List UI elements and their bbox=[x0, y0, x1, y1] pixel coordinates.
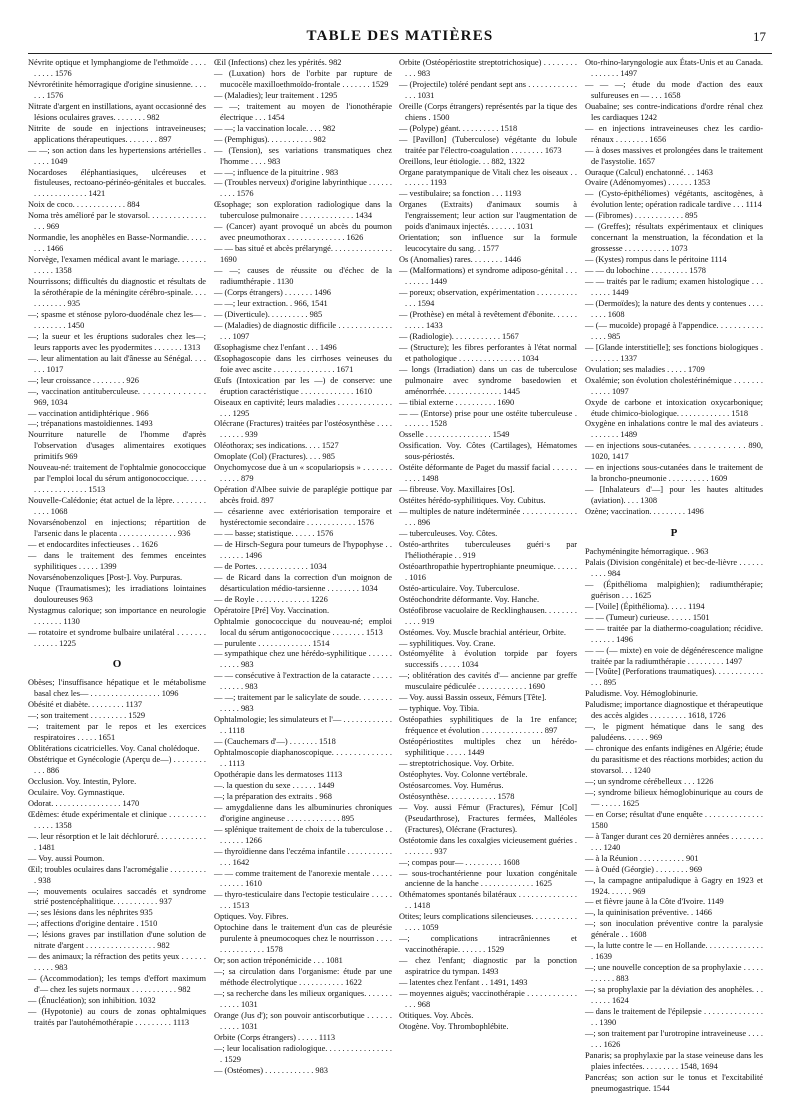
index-entry: — (Cysto-épithéliomes) végétants, ascitogènes, à évolution lente; opération radicale tardive . . . 1114 bbox=[585, 189, 763, 210]
index-entry: Ostéopériostites multiples chez un hérédo-syphilitique . . . . . 1449 bbox=[399, 737, 577, 758]
index-entry: — (Luxation) hors de l'orbite par rupture de mucocèle maxilloethmoïdo-frontale . . . . . . . 1529 bbox=[214, 68, 392, 89]
index-entry: Ostéomyélite à évolution torpide par foyers successifs . . . . . 1034 bbox=[399, 649, 577, 670]
index-entry: — (Kystes) rompus dans le péritoine 1114 bbox=[585, 255, 727, 265]
index-entry: — —; influence de la pituitrine . 983 bbox=[214, 167, 339, 177]
index-entry: Novarsénobenzol en injections; répartition de l'arsenic dans le placenta . . . . . . . . . . . . . . 936 bbox=[28, 518, 206, 538]
index-entry: — (Projectile) toléré pendant sept ans . . . . . . . . . . . . . . . 1031 bbox=[399, 79, 577, 100]
index-entry: Optochine dans le traitement d'un cas de pleurésie purulente à pneumocoques chez le nourrisson . . . . . . . . . . . . . . . 1578 bbox=[214, 923, 392, 955]
index-entry: Oto-rhino-laryngologie aux États-Unis et au Canada. . . . . . . . 1497 bbox=[585, 58, 763, 78]
index-entry: Ostéofibrose vacuolaire de Recklinghausen. . . . . . . . . . . . 919 bbox=[399, 605, 577, 626]
index-entry: —; syndrome bilieux hémoglobinurique au cours de— . . . . . 1625 bbox=[585, 787, 763, 808]
index-entry: — — (Entorse) prise pour une ostéite tuberculeuse . . . . . . . 1528 bbox=[399, 408, 577, 429]
index-entry: Œsophage; son exploration radiologique dans la tuberculose pulmonaire . . . . . . . . . . . . . 1434 bbox=[214, 200, 392, 221]
index-entry: — de Ricard dans la correction d'un moignon de désarticulation médio-tarsienne . . . . . . . . 1034 bbox=[214, 572, 392, 593]
index-entry: —; son traitement par l'urotropine intraveineuse . . . . . . . 1626 bbox=[585, 1028, 763, 1049]
index-column-4 bbox=[585, 58, 763, 1095]
index-entry: Oxyde de carbone et intoxication oxycarbonique; étude chimico-biologique. . . . . . . . . . . . . 1518 bbox=[585, 397, 763, 418]
index-entry: — [Inhalateurs d'—] pour les hautes altitudes (aviation). . . . 1308 bbox=[585, 485, 763, 506]
index-entry: Ouraque (Calcul) enchatonné. . . 1463 bbox=[585, 167, 713, 177]
index-entry: Ovulation; ses maladies . . . . . 1709 bbox=[585, 364, 705, 374]
index-entry: Ostéite déformante de Paget du massif facial . . . . . . . . . . 1498 bbox=[399, 463, 577, 484]
index-entry: Ostéites hérédo-syphilitiques. Voy. Cubitus. bbox=[399, 496, 546, 506]
index-entry: — (Corps étrangers) . . . . . . . 1496 bbox=[214, 288, 331, 298]
index-entry: — sympathique chez une hérédo-syphilitique . . . . . . . . . . . 983 bbox=[214, 649, 392, 670]
index-entry: — Voy. aussi Poumon. bbox=[28, 853, 105, 863]
index-entry: Ostéotomie dans les coxalgies vicieusement guéries . . . . . . . . 937 bbox=[399, 835, 577, 856]
index-entry: — — basse; statistique. . . . . . 1576 bbox=[214, 528, 334, 538]
page-header bbox=[0, 28, 800, 48]
index-entry: Pancréas; son action sur le tonus et l'excitabilité pneumogastrique. 1544 bbox=[585, 1072, 763, 1093]
index-entry: — et fièvre jaune à la Côte d'Ivoire. 1149 bbox=[585, 897, 724, 907]
index-entry: — rotatoire et syndrome bulbaire unilatéral . . . . . . . . . . . . . 1225 bbox=[28, 627, 206, 648]
index-entry: Ostéochondrite déformante. Voy. Hanche. bbox=[399, 594, 540, 604]
index-entry: — splénique traitement de choix de la tuberculose . . . . . . . . 1266 bbox=[214, 824, 392, 845]
index-entry: — streptotrichosique. Voy. Orbite. bbox=[399, 759, 514, 768]
index-entry: — sous-trochantérienne pour luxation congénitale ancienne de la hanche . . . . . . . . . . . . . 1625 bbox=[399, 868, 577, 889]
index-entry: Paludisme. Voy. Hémoglobinurie. bbox=[585, 689, 698, 699]
index-entry: — (Maladies) de diagnostic difficile . . . . . . . . . . . . . . . . 1097 bbox=[214, 320, 392, 341]
index-entry: Œdèmes: étude expérimentale et clinique . . . . . . . . . . . . . . 1358 bbox=[28, 809, 206, 830]
index-entry: — purulente . . . . . . . . . . . . . 1514 bbox=[214, 638, 330, 648]
index-entry: Obésité et diabète. . . . . . . . . 1137 bbox=[28, 700, 143, 710]
index-entry: Orbite (Corps étrangers) . . . . . 1113 bbox=[214, 1032, 336, 1042]
index-entry: Nitrate d'argent en instillations, ayant occasionné des lésions oculaires graves. . . . . . . . 982 bbox=[28, 101, 206, 122]
index-entry: — à doses massives et prolongées dans le traitement de l'asystolie. 1657 bbox=[585, 145, 763, 166]
index-entry: Nocardoses éléphantiasiques, ulcéreuses et fistuleuses, rectoano-périnéo-génitales et buccales. . . . . . . . . . . . . . 1421 bbox=[28, 167, 206, 199]
index-entry: — (Épithélioma malpighien); radiumthérapie; guérison . . . 1625 bbox=[585, 579, 763, 600]
index-entry: —; sa circulation dans l'organisme: étude par une méthode électrolytique . . . . . . . . . . . 1622 bbox=[214, 967, 392, 988]
index-entry: — en Corse; résultat d'une enquête . . . . . . . . . . . . . . 1580 bbox=[585, 809, 763, 830]
index-entry: — poreux; observation, expérimentation . . . . . . . . . . . . . 1594 bbox=[399, 288, 577, 308]
index-entry: —; sa recherche dans les milieux organiques. . . . . . . . . . . . 1031 bbox=[214, 989, 392, 1009]
index-entry: Ophtalmie gonococcique du nouveau-né; emploi local du sérum antigonococcique . . . . . . . . 1513 bbox=[214, 616, 392, 637]
index-entry: — —; traitement au moyen de l'ionothérapie électrique . . . 1454 bbox=[214, 101, 392, 122]
index-entry: — (Ostéomes) . . . . . . . . . . . . 983 bbox=[214, 1065, 328, 1075]
index-entry: — dans le traitement de l'épilepsie . . . . . . . . . . . . . . . . 1390 bbox=[585, 1007, 763, 1027]
index-entry: — dans le traitement des femmes enceintes syphilitiques . . . . . 1399 bbox=[28, 550, 206, 571]
index-entry: Oblitérations cicatricielles. Voy. Canal cholédoque. bbox=[28, 744, 200, 754]
index-entry: — (Diverticule). . . . . . . . . . 985 bbox=[214, 309, 323, 319]
index-entry: — —; leur extraction. . 966, 1541 bbox=[214, 298, 328, 308]
index-entry: Œil (Infections) chez les ypérités. 982 bbox=[214, 58, 342, 67]
index-entry: — (Cancer) ayant provoqué un abcès du poumon avec pneumothorax . . . . . . . . . . . . . . 1626 bbox=[214, 222, 392, 243]
index-entry: Nystagmus calorique; son importance en neurologie . . . . . . . 1130 bbox=[28, 605, 206, 626]
index-entry: — — consécutive à l'extraction de la cataracte . . . . . . . . . . . 983 bbox=[214, 671, 392, 692]
index-entry: — [Voûte] (Perforations traumatiques). . . . . . . . . . . . . . . 895 bbox=[585, 667, 763, 688]
index-entry: — à Tanger durant ces 20 dernières années . . . . . . . . . . . 1240 bbox=[585, 831, 763, 852]
index-entry: Normandie, les anophèles en Basse-Normandie. . . . . . . . 1466 bbox=[28, 233, 206, 254]
index-entry: Ostéoarthropathie hypertrophiante pneumique. . . . . . . 1016 bbox=[399, 561, 577, 582]
index-entry: Ouabaïne; ses contre-indications d'ordre rénal chez les cardiaques 1242 bbox=[585, 101, 763, 122]
index-entry: — —; causes de réussite ou d'échec de la radiumthérapie . 1130 bbox=[214, 266, 392, 287]
index-entry: —; lésions graves par instillation d'une solution de nitrate d'argent . . . . . . . . . . . . . . . . . 982 bbox=[28, 930, 206, 951]
index-entry: — (Malformations) et syndrome adiposo-génital . . . . . . . . . 1449 bbox=[399, 266, 577, 287]
index-entry: — Voy. aussi Bassin osseux, Fémurs [Tête]. bbox=[399, 693, 547, 703]
index-entry: —; complications intracrâniennes et vaccinothérapie. . . . . . . 1529 bbox=[399, 934, 577, 955]
index-entry: — de Hirsch-Segura pour tumeurs de l'hypophyse . . . . . . . . 1496 bbox=[214, 539, 392, 560]
index-entry: — en injections intraveineuses chez les cardio-rénaux . . . . . . . . 1656 bbox=[585, 123, 763, 144]
index-entry: — [Glande interstitielle]; ses fonctions biologiques . . . . . . . . 1337 bbox=[585, 342, 763, 363]
index-entry: — (Énucléation); son inhibition. 1032 bbox=[28, 996, 156, 1006]
index-entry: Optiques. Voy. Fibres. bbox=[214, 912, 289, 922]
index-entry: Paludisme; importance diagnostique et thérapeutique des accès algides . . . . . . . . . 1618, 1726 bbox=[585, 700, 763, 721]
index-entry: Névrorétinite hémorragique d'origine sinusienne. . . . . . . 1576 bbox=[28, 79, 206, 100]
index-entry: — — bas situé et abcès prélaryngé. . . . . . . . . . . . . . . 1690 bbox=[214, 244, 392, 265]
index-entry: Ostéophytes. Voy. Colonne vertébrale. bbox=[399, 769, 528, 779]
index-entry: Nuque (Traumatismes); les irradiations lointaines douloureuses 963 bbox=[28, 583, 206, 604]
index-entry: Orange (Jus d'); son pouvoir antiscorbutique . . . . . . . . . . . 1031 bbox=[214, 1010, 392, 1031]
index-column-3 bbox=[399, 58, 577, 1033]
index-entry: Novarsénobenzoliques [Post-]. Voy. Purpuras. bbox=[28, 572, 183, 582]
index-entry: — à la Réunion . . . . . . . . . . . 901 bbox=[585, 853, 699, 863]
index-entry: Pachyméningite hémorragique. . 963 bbox=[585, 546, 709, 556]
index-entry: —; son inoculation préventive contre la paralysie générale . . 1608 bbox=[585, 919, 763, 940]
index-entry: Palais (Division congénitale) et bec-de-lièvre . . . . . . . . . . 984 bbox=[585, 557, 763, 578]
index-entry: —; leur croissance . . . . . . . . 926 bbox=[28, 375, 139, 385]
index-entry: — de Portes. . . . . . . . . . . . . 1034 bbox=[214, 561, 327, 571]
index-entry: Oléothorax; ses indications. . . . 1527 bbox=[214, 441, 339, 451]
index-entry: Oiseaux en captivité; leurs maladies . . . . . . . . . . . . . . . . 1295 bbox=[214, 397, 392, 418]
index-entry: Ostéosarcomes. Voy. Humérus. bbox=[399, 780, 504, 790]
index-entry: — vaccination antidiphtérique . 966 bbox=[28, 408, 149, 418]
index-entry: Oreille (Corps étrangers) représentés par la tique des chiens . 1500 bbox=[399, 101, 577, 122]
index-entry: — en injections sous-cutanées. . . . . . . . . . . . 890, 1020, 1417 bbox=[585, 441, 763, 462]
index-entry: — (Pemphigus). . . . . . . . . . . 982 bbox=[214, 134, 326, 144]
index-entry: Organe paratympanique de Vitali chez les oiseaux . . . . . . . . 1193 bbox=[399, 167, 577, 188]
index-entry: — (Tension), ses variations transmatiques chez l'homme . . . . 983 bbox=[214, 145, 392, 166]
index-entry: Orientation; son influence sur la formule leucocytaire du sang. . 1577 bbox=[399, 233, 577, 254]
index-entry: Oxygène en inhalations contre le mal des aviateurs . . . . . . . . 1489 bbox=[585, 419, 763, 440]
index-entry: —; une nouvelle conception de sa prophylaxie . . . . . . . . . . . 883 bbox=[585, 963, 763, 984]
index-entry: Obstétrique et Gynécologie (Aperçu de—) . . . . . . . . . . . 886 bbox=[28, 755, 206, 776]
index-entry: —. leur résorption et le lait déchloruré. . . . . . . . . . . . . 1481 bbox=[28, 831, 206, 852]
index-entry: — — traitée par la diathermo-coagulation; récidive. . . . . . . 1496 bbox=[585, 623, 763, 644]
index-entry: —; ses lésions dans les néphrites 935 bbox=[28, 908, 153, 918]
index-column-2 bbox=[214, 58, 392, 1077]
index-entry: Obèses; l'insuffisance hépatique et le métabolisme basal chez les— . . . . . . . . . . . . . . . . . 1096 bbox=[28, 678, 206, 699]
index-entry: — (Fibromes) . . . . . . . . . . . . 895 bbox=[585, 211, 698, 221]
index-entry: — (Radiologie). . . . . . . . . . . . 1567 bbox=[399, 331, 519, 341]
index-entry: — (— mucoïde) propagé à l'appendice. . . . . . . . . . . . . . . 985 bbox=[585, 320, 763, 341]
index-entry: —; oblitération des cavités d'— ancienne par greffe musculaire pédiculée . . . . . . . . . . . . 1690 bbox=[399, 671, 577, 692]
index-entry: Œsophagoscopie dans les cirrhoses veineuses du foie avec ascite . . . . . . . . . . . . . . . 1671 bbox=[214, 353, 392, 374]
index-entry: — (Structure); les fibres perforantes à l'état normal et pathologique . . . . . . . . . . . . . . . 1034 bbox=[399, 342, 577, 363]
index-entry: Ophtalmoscopie diaphanoscopique. . . . . . . . . . . . . . . . 1113 bbox=[214, 748, 392, 768]
index-entry: Os (Anomalies) rares. . . . . . . . 1446 bbox=[399, 255, 521, 265]
section-letter-heading: P bbox=[670, 527, 678, 540]
index-entry: —, la campagne antipaludique à Gagry en 1923 et 1924. . . . . . 969 bbox=[585, 875, 763, 896]
index-entry: — tuberculeuses. Voy. Côtes. bbox=[399, 528, 498, 538]
index-entry: — moyennes aiguës; vaccinothérapie . . . . . . . . . . . . . . . 968 bbox=[399, 989, 577, 1009]
index-entry: Otogène. Voy. Thrombophlébite. bbox=[399, 1021, 509, 1031]
index-entry: — longs (Irradiation) dans un cas de tuberculose pulmonaire avec syndrome basedowien et aménorrhée. . . . . . . . . . . . . . 1445 bbox=[399, 364, 577, 396]
index-entry: Ophtalmologie; les simulateurs et l'— . . . . . . . . . . . . . . 1118 bbox=[214, 715, 392, 736]
index-entry: —. leur alimentation au lait d'ânesse au Sénégal. . . . . . . 1017 bbox=[28, 353, 206, 374]
page-title: TABLE DES MATIÈRES bbox=[306, 28, 494, 44]
index-column-1 bbox=[28, 58, 206, 1029]
index-entry: — — (Tumeur) curieuse. . . . . . 1501 bbox=[585, 612, 710, 622]
index-entry: Norvège, l'examen médical avant le mariage. . . . . . . . . . . . 1358 bbox=[28, 255, 206, 276]
index-entry: Occlusion. Voy. Intestin, Pylore. bbox=[28, 777, 137, 786]
index-entry: — à Ouéd (Géorgie) . . . . . . . . 969 bbox=[585, 864, 703, 874]
index-entry: — fibreuse. Voy. Maxillaires [Os]. bbox=[399, 485, 515, 495]
index-entry: — — comme traitement de l'anorexie mentale . . . . . . . . . . . 1610 bbox=[214, 868, 392, 889]
index-entry: —; la préparation des extraits . 968 bbox=[214, 791, 332, 801]
index-entry: — —; la vaccination locale. . . . 982 bbox=[214, 123, 336, 133]
index-entry: Ovaire (Adénomyomes) . . . . . . 1353 bbox=[585, 178, 711, 188]
index-entry: Œil; troubles oculaires dans l'acromégalie . . . . . . . . . . 938 bbox=[28, 864, 206, 885]
index-entry: — en injections sous-cutanées dans le traitement de la broncho-pneumonie . . . . . . . . . . 1609 bbox=[585, 463, 763, 484]
index-entry: Ostéo-arthrites tuberculeuses guéri·s par l'héliothérapie . . 919 bbox=[399, 539, 577, 560]
index-entry: Nouveau-né: traitement de l'ophtalmie gonococcique par l'emploi local du sérum antigonococcique. . . . . . . . . . . . . . . . . . 1513 bbox=[28, 463, 206, 495]
index-entry: Nourrissons; difficultés du diagnostic et résultats de la sérothérapie de la méningite cérébro-spinale. . . . . . . . . . . . 935 bbox=[28, 277, 206, 308]
index-entry: Ozène; vaccination. . . . . . . . . 1496 bbox=[585, 507, 704, 517]
index-entry: Nitrite de soude en injections intraveineuses; applications thérapeutiques. . . . . . . . 897 bbox=[28, 123, 206, 144]
index-entry: — — du lobochine . . . . . . . . . 1578 bbox=[585, 266, 706, 276]
index-entry: —; affections d'origine dentaire . 1510 bbox=[28, 919, 158, 929]
index-entry: —; mouvements oculaires saccadés et syndrome strié postencéphalitique. . . . . . . . . . . 937 bbox=[28, 886, 206, 907]
index-entry: Noix de coco. . . . . . . . . . . . . 884 bbox=[28, 200, 140, 210]
index-entry: — et endocardites infectieuses . . 1626 bbox=[28, 539, 158, 549]
index-entry: Oculaire. Voy. Gymnastique. bbox=[28, 787, 125, 797]
index-entry: Opération d'Albee suivie de paraplégie pottique par abcès froid. 897 bbox=[214, 485, 392, 506]
index-entry: Ostéosynthèse. . . . . . . . . . . . 1578 bbox=[399, 791, 515, 801]
index-entry: Oxalémie; son évolution cholestérinémique . . . . . . . . . . . . 1097 bbox=[585, 375, 763, 396]
index-entry: — Voy. aussi Fémur (Fractures), Fémur [Col] (Pseudarthrose), Fractures fermées, Malléoles (Fractures), Olécrane (Fractures). bbox=[399, 802, 577, 834]
index-entry: —, le pigment hématique dans le sang des paludéens. . . . . . 969 bbox=[585, 722, 763, 743]
index-entry: — [Pavillon] (Tuberculose) végétante du lobule traitée par l'électro-coagulation . . . . . . . . 1673 bbox=[399, 134, 577, 155]
index-entry: —, vaccination antituberculeuse. . . . . . . . . . . . . . 969, 1034 bbox=[28, 386, 206, 407]
index-entry: — tibial externe . . . . . . . . . . 1690 bbox=[399, 397, 515, 407]
index-entry: —; sa prophylaxie par la déviation des anophèles. . . . . . . . 1624 bbox=[585, 985, 763, 1006]
index-entry: Œsophagisme chez l'enfant . . . 1496 bbox=[214, 342, 337, 352]
index-entry: — thyroïdienne dans l'eczéma infantile . . . . . . . . . . . . . . 1642 bbox=[214, 846, 392, 867]
index-entry: — (Dermoïdes); la nature des dents y contenues . . . . . . . . 1608 bbox=[585, 298, 763, 319]
index-entry: Ostéo-articulaire. Voy. Tuberculose. bbox=[399, 583, 520, 593]
index-entry: — — traités par le radium; examen histologique . . . . . . . . 1449 bbox=[585, 277, 763, 298]
index-entry: Nourriture naturelle de l'homme d'après l'observation d'usages alimentaires exotiques primitifs 969 bbox=[28, 430, 206, 462]
index-entry: — — (— mixte) en voie de dégénérescence maligne traitée par la radiumthérapie . . . . . . . . . 1497 bbox=[585, 645, 763, 666]
index-entry: —; la sueur et les éruptions sudorales chez les—; leurs rapports avec les pyodermites . . . . . . . 1313 bbox=[28, 331, 206, 352]
index-entry: Noma très amélioré par le stovarsol. . . . . . . . . . . . . . . . . 969 bbox=[28, 211, 206, 232]
header-rule bbox=[28, 53, 772, 54]
index-entry: Organes (Extraits) d'animaux soumis à l'engraissement; leur action sur l'augmentation de poids d'animaux injectés. . . . . . . 1031 bbox=[399, 200, 577, 232]
index-entry: Othématomes spontanés bilatéraux . . . . . . . . . . . . . . . . 1418 bbox=[399, 890, 577, 911]
index-entry: — thyro-testiculaire dans l'ectopie testiculaire . . . . . . . . 1513 bbox=[214, 890, 392, 911]
index-entry: — chez l'enfant; diagnostic par la ponction aspiratrice du tympan. 1493 bbox=[399, 956, 577, 977]
index-entry: — (Troubles nerveux) d'origine labyrinthique . . . . . . . . . . 1576 bbox=[214, 178, 392, 199]
index-entry: — syphilitiques. Voy. Crane. bbox=[399, 638, 496, 648]
index-entry: — de Royle . . . . . . . . . . . . . 1226 bbox=[214, 594, 328, 604]
index-entry: — multiples de nature indéterminée . . . . . . . . . . . . . . . . 896 bbox=[399, 507, 577, 528]
index-entry: Or; son action tréponémicide . . . 1081 bbox=[214, 956, 343, 966]
index-entry: — césarienne avec extériorisation temporaire et hystérectomie secondaire . . . . . . . . . . . . 1576 bbox=[214, 507, 392, 528]
index-entry: —, la quininisation préventive. . 1466 bbox=[585, 908, 712, 918]
index-entry: Olécrane (Fractures) traitées par l'ostéosynthèse . . . . . . . . . . 939 bbox=[214, 419, 392, 440]
index-entry: Ostéopathies syphilitiques de la 1re enfance; fréquence et évolution . . . . . . . . . . . . . . . 897 bbox=[399, 715, 577, 736]
index-entry: — — —; étude du mode d'action des eaux sulfureuses en — . . . 1658 bbox=[585, 79, 763, 100]
page-number: 17 bbox=[753, 29, 766, 44]
index-entry: Odorat. . . . . . . . . . . . . . . . . 1470 bbox=[28, 798, 140, 808]
index-entry: —, la lutte contre le — en Hollande. . . . . . . . . . . . . . . 1639 bbox=[585, 941, 763, 962]
index-entry: — des animaux; la réfraction des petits yeux . . . . . . . . . . . 983 bbox=[28, 952, 206, 973]
index-entry: —. la question du sexe . . . . . . 1449 bbox=[214, 780, 335, 790]
index-entry: Ossification. Voy. Côtes (Cartilages), Hématomes sous-périostés. bbox=[399, 441, 577, 462]
index-entry: — typhique. Voy. Tibia. bbox=[399, 704, 480, 714]
index-entry: —; spasme et sténose pyloro-duodénale chez les— . . . . . . . . . 1450 bbox=[28, 309, 206, 330]
index-entry: —; compas pour— . . . . . . . . . 1608 bbox=[399, 857, 520, 867]
index-entry: — vestibulaire; sa fonction . . . 1193 bbox=[399, 189, 522, 199]
index-entry: — —; son action dans les hypertensions artérielles . . . . . 1049 bbox=[28, 145, 206, 166]
index-entry: — amygdalienne dans les albuminuries chroniques d'origine angineuse . . . . . . . . . . . . . 895 bbox=[214, 802, 392, 823]
index-entry: Orbite (Ostéopériostite streptotrichosique) . . . . . . . . . . . 983 bbox=[399, 58, 577, 78]
index-entry: Œufs (Intoxication par les —) de conserve: une éruption caractéristique . . . . . . . . . . . . . 1610 bbox=[214, 375, 392, 396]
index-entry: Osselle . . . . . . . . . . . . . . . . 1549 bbox=[399, 430, 510, 440]
index-entry: Otitiques. Voy. Abcès. bbox=[399, 1010, 474, 1020]
index-entry: —; leur localisation radiologique. . . . . . . . . . . . . . . . . 1529 bbox=[214, 1043, 392, 1064]
section-letter-heading: O bbox=[112, 658, 122, 671]
index-entry: — [Voile] (Épithélioma). . . . . 1194 bbox=[585, 601, 705, 611]
index-entry: — (Cauchemars d'—) . . . . . . . 1518 bbox=[214, 737, 336, 747]
index-entry: — (Greffes); résultats expérimentaux et cliniques concernant la menstruation, la fécondation et la grossesse . . . . . . . . . . . 1073 bbox=[585, 222, 763, 254]
index-entry: Otites; leurs complications silencieuses. . . . . . . . . . . . . . . 1059 bbox=[399, 912, 577, 933]
index-entry: Opothérapie dans les dermatoses 1113 bbox=[214, 769, 343, 779]
index-entry: — latentes chez l'enfant . . 1491, 1493 bbox=[399, 978, 528, 988]
index-entry: Nouvelle-Calédonie; état actuel de la lèpre. . . . . . . . . . . . 1068 bbox=[28, 496, 206, 517]
index-entry: Omoplate (Col) (Fractures). . . . 985 bbox=[214, 452, 335, 462]
index-entry: —; un syndrome cérébelleux . . . 1226 bbox=[585, 777, 714, 786]
index-entry: Névrite optique et lymphangiome de l'ethmoïde . . . . . . . . . 1576 bbox=[28, 58, 206, 78]
index-entry: —; son traitement . . . . . . . . . 1529 bbox=[28, 711, 146, 721]
index-entry: — (Hypotonie) au cours de zonas ophtalmiques traités par l'autohémothérapie . . . . . . . . . 1113 bbox=[28, 1007, 206, 1027]
index-entry: Oreillons, leur étiologie. . . 882, 1322 bbox=[399, 156, 525, 166]
index-entry: —; trépanations mastoïdiennes. 1493 bbox=[28, 419, 153, 429]
index-entry: — (Prothèse) en métal à revêtement d'ébonite. . . . . . . . . . . 1433 bbox=[399, 309, 577, 330]
index-entry: Ostéomes. Voy. Muscle brachial antérieur, Orbite. bbox=[399, 627, 566, 637]
index-entry: Opératoire [Pré] Voy. Vaccination. bbox=[214, 605, 330, 615]
index-entry: — (Accommodation); les temps d'effort maximum d'— chez les sujets normaux . . . . . . . . . . . 982 bbox=[28, 974, 206, 995]
index-entry: Panaris; sa prophylaxie par la stase veineuse dans les plaies infectées. . . . . . . . . 1548, 1694 bbox=[585, 1050, 763, 1071]
index-entry: — (Polype) géant. . . . . . . . . . 1518 bbox=[399, 123, 518, 133]
index-entry: — (Maladies); leur traitement . 1295 bbox=[214, 90, 338, 100]
index-entry: — chronique des enfants indigènes en Algérie; étude du parasitisme et des réactions morbides; action du stovarsol. . . 1240 bbox=[585, 744, 763, 776]
index-entry: —; traitement par le repos et les exercices respiratoires . . . . . 1651 bbox=[28, 722, 206, 743]
index-entry: — —; traitement par le salicylate de soude. . . . . . . . . . . . . 983 bbox=[214, 693, 392, 714]
index-entry: Onychomycose due à un « scopulariopsis » . . . . . . . . . . . . 879 bbox=[214, 463, 392, 484]
